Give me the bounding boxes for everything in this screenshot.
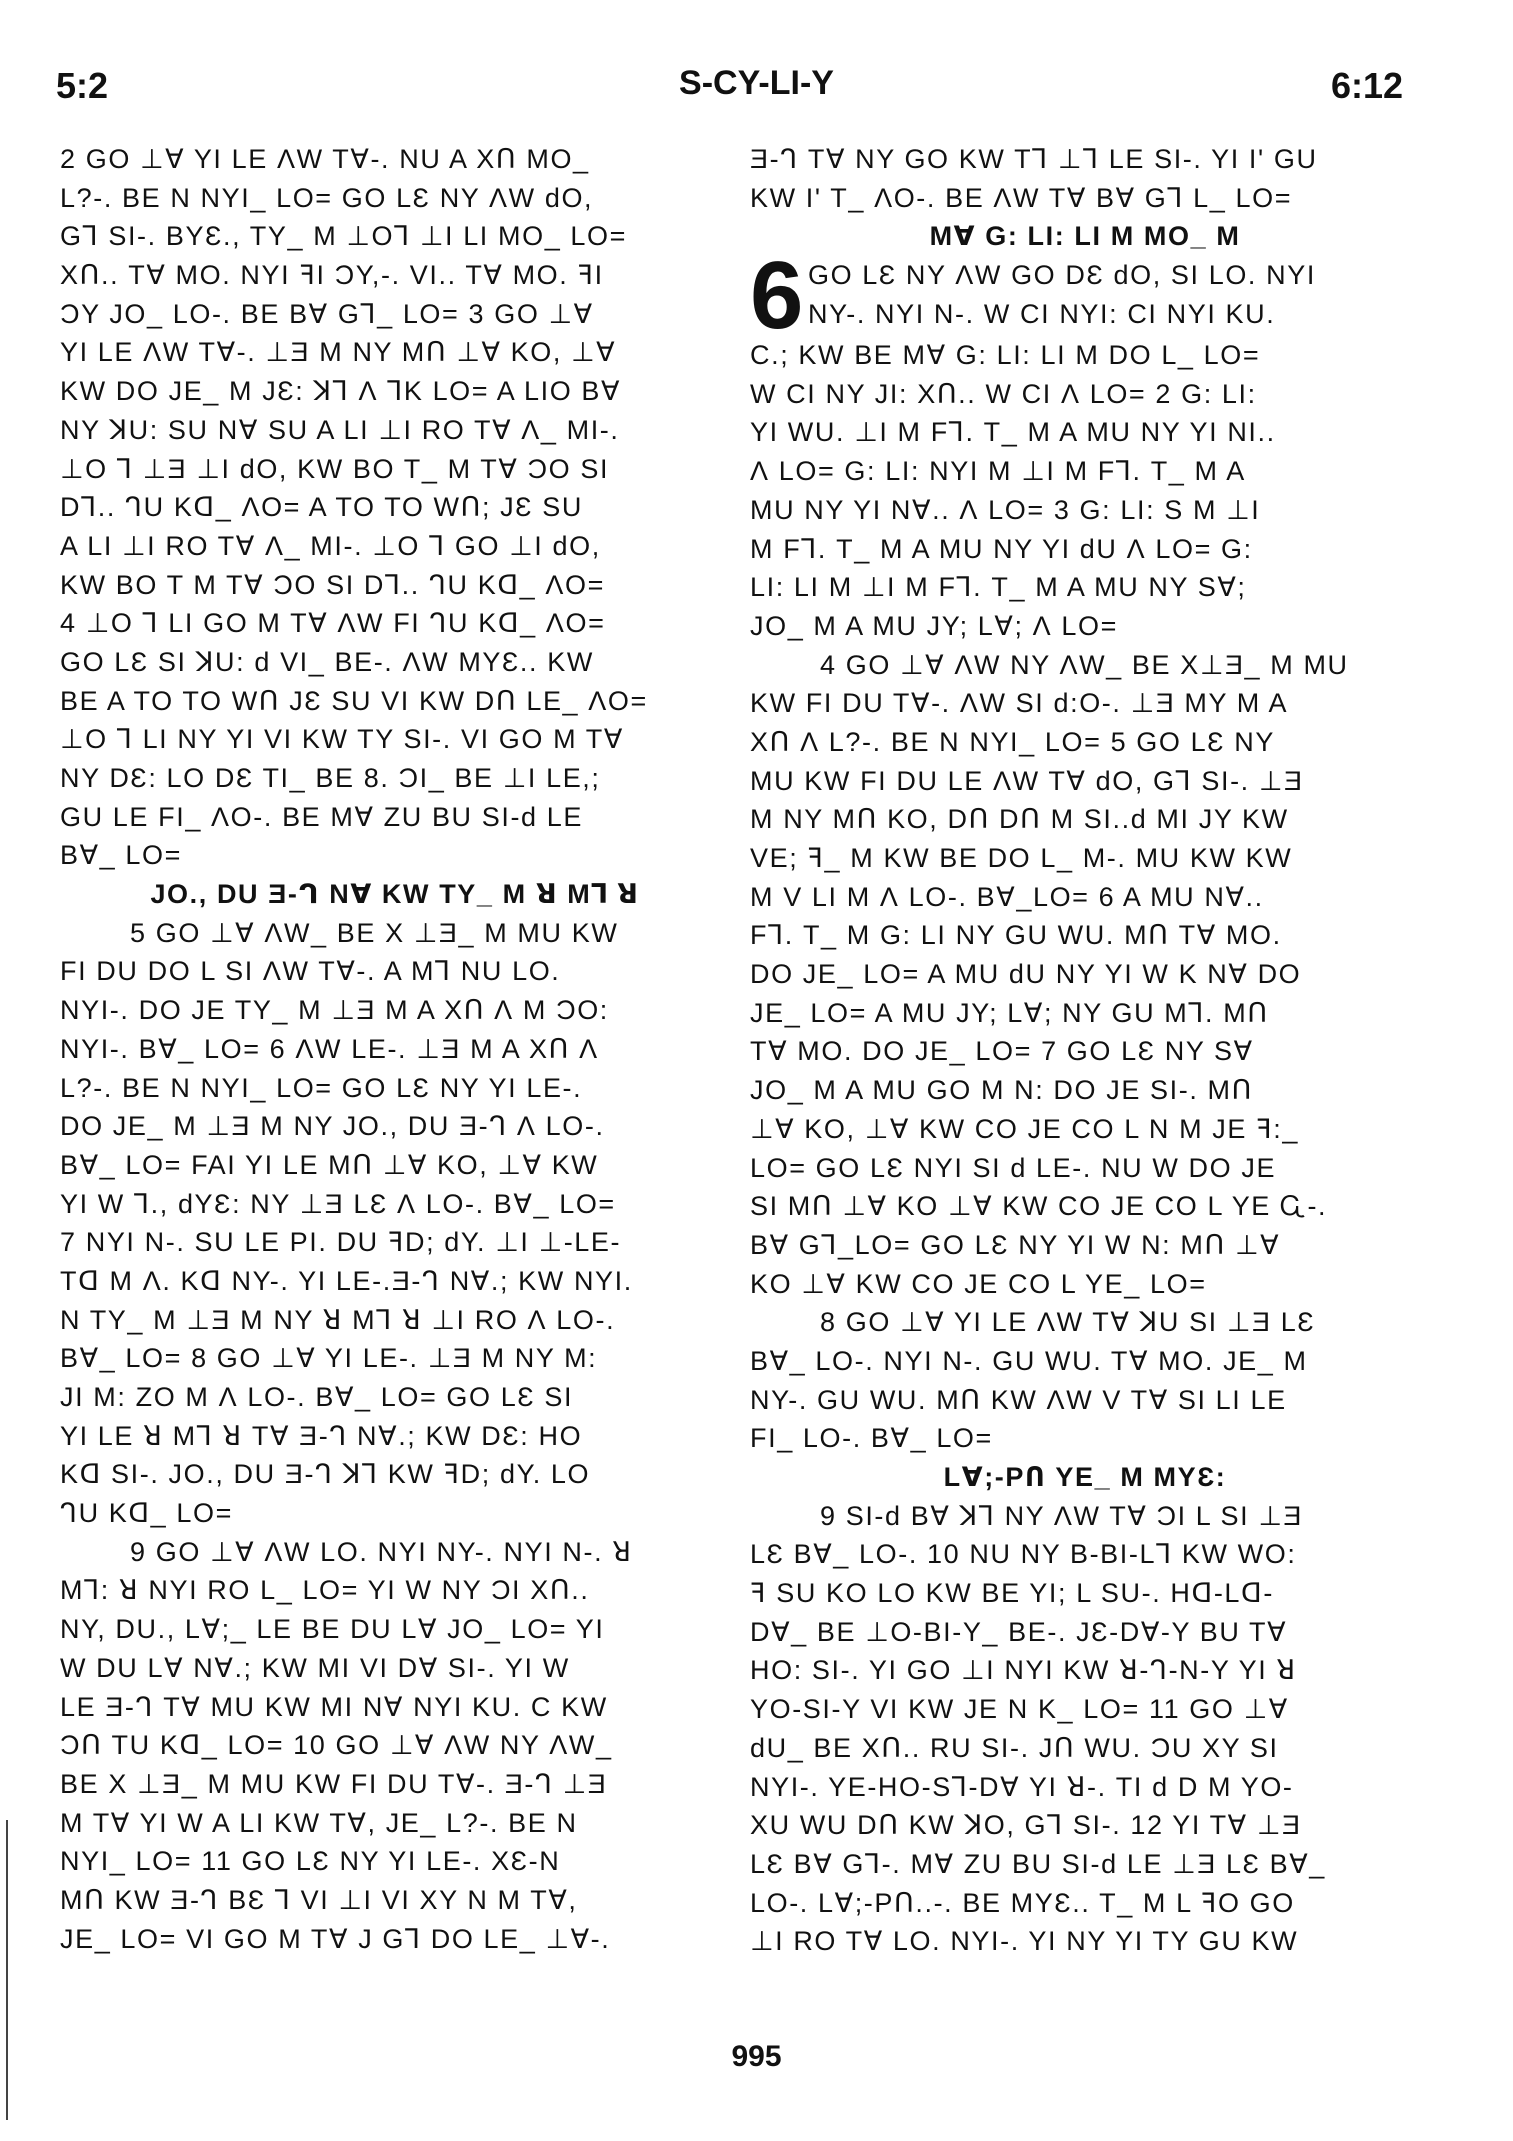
text-line: NY, DU., LⱯ;_ LE BE DU LⱯ JO_ LO= YI	[60, 1614, 605, 1645]
text-line: MU NY YI NⱯ.. Ʌ LO= 3 G: LI: S M ⊥I	[750, 494, 1261, 525]
text-line: YI WU. ⊥I M Fꓶ. T_ M A MU NY YI NI..	[750, 417, 1276, 448]
text-line: M NY MՈ KO, DՈ DՈ M SI..d MI JY KW	[750, 804, 1289, 835]
text-line: NYI-. YE-HO-Sꓶ-DⱯ YI ꓤ-. TI d D M YO-	[750, 1771, 1294, 1802]
text-line: FI_ LO-. BⱯ_ LO=	[750, 1423, 993, 1454]
right-column	[750, 140, 1420, 1961]
text-line: GO LƐ SI ꓘU: d VI_ BE-. ɅW MYƐ.. KW	[60, 646, 594, 677]
text-line: C.; KW BE MⱯ G: LI: LI M DO L_ LO=	[750, 340, 1261, 371]
text-line: NYI-. BⱯ_ LO= 6 ɅW LE-. ⊥Ǝ M A XՈ Ʌ	[60, 1033, 599, 1064]
text-line: 4 GO ⊥Ɐ ɅW NY ɅW_ BE X⊥Ǝ_ M MU	[820, 649, 1349, 680]
text-line: ƆY JO_ LO-. BE BⱯ Gꓶ_ LO= 3 GO ⊥Ɐ	[60, 298, 594, 329]
text-line: M V LI M Ʌ LO-. BⱯ_LO= 6 A MU NⱯ..	[750, 881, 1264, 912]
text-line: BⱯ_ LO=	[60, 840, 182, 871]
text-line: YI LE ɅW TⱯ-. ⊥Ǝ M NY MՈ ⊥Ɐ KO, ⊥Ɐ	[60, 337, 617, 368]
text-line: A LI ⊥I RO TⱯ Ʌ_ MI-. ⊥O ꓶ GO ⊥I dO,	[60, 530, 601, 561]
text-line: NYI_ LO= 11 GO LƐ NY YI LE-. XƐ-N	[60, 1846, 561, 1877]
chapter-first-lines	[808, 256, 1420, 336]
text-line: L?-. BE N NYI_ LO= GO LƐ NY YI LE-.	[60, 1072, 583, 1103]
text-line: HO: SI-. YI GO ⊥I NYI KW ꓤ-ᒉ-N-Y YI ꓤ	[750, 1655, 1297, 1686]
text-line: TⱯ MO. DO JE_ LO= 7 GO LƐ NY SⱯ	[750, 1036, 1254, 1067]
text-line: JI M: ZO M Ʌ LO-. BⱯ_ LO= GO LƐ SI	[60, 1382, 574, 1412]
text-line: DO JE_ LO= A MU dU NY YI W K NⱯ DO	[750, 959, 1302, 990]
text-line: M Fꓶ. T_ M A MU NY YI dU Ʌ LO= G:	[750, 533, 1253, 564]
text-line: NY-. NYI N-. W CI NYI: CI NYI KU.	[808, 298, 1276, 329]
text-line: KW BO T M TⱯ ƆO SI Dꓶ.. ᒉU Kꓷ_ ɅO=	[60, 569, 605, 600]
text-line: ꟻ SU KO LO KW BE YI; L SU-. Hꓷ-Lꓷ-	[750, 1578, 1274, 1609]
text-line: ⊥O ꓶ LI NY YI VI KW TY SI-. VI GO M TⱯ	[60, 724, 624, 755]
text-line: 9 SI-d BⱯ ꓘꓶ NY ɅW TⱯ ƆI L SI ⊥Ǝ	[820, 1500, 1304, 1531]
text-line: JO_ M A MU GO M N: DO JE SI-. MՈ	[750, 1075, 1254, 1106]
chapter-start	[750, 242, 1420, 350]
text-line: XU WU DՈ KW ꓘO, Gꓶ SI-. 12 YI TⱯ ⊥Ǝ	[750, 1810, 1302, 1841]
text-line: W CI NY JI: XՈ.. W CI Ʌ LO= 2 G: LI:	[750, 378, 1257, 409]
text-line: LI: LI M ⊥I M Fꓶ. T_ M A MU NY SⱯ;	[750, 572, 1247, 603]
text-line: ƆՈ TU Kꓷ_ LO= 10 GO ⊥Ɐ ɅW NY ɅW_	[60, 1730, 613, 1761]
text-line: JE_ LO= VI GO M TⱯ J Gꓶ DO LE_ ⊥Ɐ-.	[60, 1923, 611, 1954]
text-line: LƐ BⱯ_ LO-. 10 NU NY B-BI-Lꓶ KW WO:	[750, 1539, 1297, 1570]
text-line: KW FI DU TⱯ-. ɅW SI d:O-. ⊥Ǝ MY M A	[750, 688, 1289, 719]
text-line: MU KW FI DU LE ɅW TⱯ dO, Gꓶ SI-. ⊥Ǝ	[750, 765, 1304, 796]
text-line: YI W ꓶ., dYƐ: NY ⊥Ǝ LƐ Ʌ LO-. BⱯ_ LO=	[60, 1188, 616, 1219]
text-line: KW I' T_ ɅO-. BE ɅW TⱯ BⱯ Gꓶ L_ LO=	[750, 182, 1293, 213]
section-heading: JO., DU Ǝ-ᒉ NⱯ KW TY_ M ꓤ Mꓶ ꓤ	[150, 879, 640, 910]
text-line: JE_ LO= A MU JY; LⱯ; NY GU Mꓶ. MՈ	[750, 997, 1269, 1028]
text-line: Ǝ-ᒉ TⱯ NY GO KW Tꓶ ⊥ꓶ LE SI-. YI I' GU	[750, 144, 1318, 174]
text-line: DO JE_ M ⊥Ǝ M NY JO., DU Ǝ-ᒉ Ʌ LO-.	[60, 1111, 605, 1142]
text-line: BE A TO TO WՈ JƐ SU VI KW DՈ LE_ ɅO=	[60, 685, 648, 716]
text-line: NY-. GU WU. MՈ KW ɅW V TⱯ SI LI LE	[750, 1384, 1287, 1415]
text-line: M TⱯ YI W A LI KW TⱯ, JE_ L?-. BE N	[60, 1807, 578, 1838]
text-line: 5 GO ⊥Ɐ ɅW_ BE X ⊥Ǝ_ M MU KW	[130, 917, 619, 948]
text-line: 9 GO ⊥Ɐ ɅW LO. NYI NY-. NYI N-. ꓤ	[130, 1536, 633, 1567]
text-line: ⊥O ꓶ ⊥Ǝ ⊥I dO, KW BO T_ M TⱯ ƆO SI	[60, 453, 610, 484]
text-line: Ʌ LO= G: LI: NYI M ⊥I M Fꓶ. T_ M A	[750, 456, 1246, 487]
section-heading: MⱯ G: LI: LI M MO_ M	[929, 221, 1241, 252]
chapter-number: 6	[750, 242, 805, 350]
text-line: XՈ Ʌ L?-. BE N NYI_ LO= 5 GO LƐ NY	[750, 726, 1275, 757]
text-line: SI MՈ ⊥Ɐ KO ⊥Ɐ KW CO JE CO L YE Ꮹ-.	[750, 1191, 1328, 1222]
text-line: N TY_ M ⊥Ǝ M NY ꓤ Mꓶ ꓤ ⊥I RO Ʌ LO-.	[60, 1304, 616, 1335]
text-line: 2 GO ⊥Ɐ YI LE ɅW TⱯ-. NU A XՈ MO_	[60, 144, 590, 174]
header-chapter-verse-right: 6:12	[1330, 65, 1403, 106]
text-line: KO ⊥Ɐ KW CO JE CO L YE_ LO=	[750, 1268, 1207, 1299]
text-line: BⱯ_ LO= FAI YI LE MՈ ⊥Ɐ KO, ⊥Ɐ KW	[60, 1149, 599, 1180]
text-line: BⱯ Gꓶ_LO= GO LƐ NY YI W N: MՈ ⊥Ɐ	[750, 1229, 1281, 1260]
text-line: VE; ꟻ_ M KW BE DO L_ M-. MU KW KW	[750, 843, 1293, 873]
page-number: 995	[731, 2040, 782, 2073]
text-line: ᒉU Kꓷ_ LO=	[60, 1498, 233, 1529]
text-line: ⊥Ɐ KO, ⊥Ɐ KW CO JE CO L N M JE ꟻ:_	[750, 1113, 1299, 1144]
section-heading: LⱯ;-PՈ YE_ M MYƐ:	[943, 1462, 1227, 1492]
text-line: L?-. BE N NYI_ LO= GO LƐ NY ɅW dO,	[60, 182, 594, 213]
text-line: 4 ⊥O ꓶ LI GO M TⱯ ɅW FI ᒉU Kꓷ_ ɅO=	[60, 608, 606, 639]
text-line: NY ꓘU: SU NⱯ SU A LI ⊥I RO TⱯ Ʌ_ MI-.	[60, 414, 620, 445]
text-line: YI LE ꓤ Mꓶ ꓤ TⱯ Ǝ-ᒉ NⱯ.; KW DƐ: HO	[60, 1420, 583, 1451]
text-line: DⱯ_ BE ⊥O-BI-Y_ BE-. JƐ-DⱯ-Y BU TⱯ	[750, 1616, 1288, 1647]
text-line: LO= GO LƐ NYI SI d LE-. NU W DO JE	[750, 1152, 1277, 1183]
text-line: BⱯ_ LO= 8 GO ⊥Ɐ YI LE-. ⊥Ǝ M NY M:	[60, 1343, 598, 1374]
text-line: Fꓶ. T_ M G: LI NY GU WU. MՈ TⱯ MO.	[750, 920, 1282, 951]
text-line: GU LE FI_ ɅO-. BE MⱯ ZU BU SI-d LE	[60, 801, 583, 832]
text-line: KW DO JE_ M JƐ: ꓘꓶ Ʌ ꓶK LO= A LIO BⱯ	[60, 376, 622, 407]
text-line: Kꓷ SI-. JO., DU Ǝ-ᒉ ꓘꓶ KW ꟻD; dY. LO	[60, 1459, 591, 1490]
text-line: XՈ.. TⱯ MO. NYI ꟻI ƆY,-. VI.. TⱯ MO. ꟻI	[60, 260, 604, 291]
text-line: Tꓷ M Ʌ. Kꓷ NY-. YI LE-.Ǝ-ᒉ NⱯ.; KW NYI.	[60, 1265, 633, 1296]
text-line: NYI-. DO JE TY_ M ⊥Ǝ M A XՈ Ʌ M ƆO:	[60, 995, 609, 1026]
text-line: Gꓶ SI-. BYƐ., TY_ M ⊥Oꓶ ⊥I LI MO_ LO=	[60, 221, 628, 252]
text-line: GO LƐ NY ɅW GO DƐ dO, SI LO. NYI	[808, 260, 1316, 291]
text-line: BE X ⊥Ǝ_ M MU KW FI DU TⱯ-. Ǝ-ᒉ ⊥Ǝ	[60, 1768, 608, 1799]
text-line: dU_ BE XՈ.. RU SI-. JՈ WU. ƆU XY SI	[750, 1732, 1279, 1763]
text-line: FI DU DO L SI ɅW TⱯ-. A Mꓶ NU LO.	[60, 956, 561, 987]
text-line: NY DƐ: LO DƐ TI_ BE 8. ƆI_ BE ⊥I LE,;	[60, 763, 601, 793]
left-column	[60, 140, 730, 1958]
text-line: LO-. LⱯ;-PՈ..-. BE MYƐ.. T_ M L ꟻO GO	[750, 1887, 1295, 1918]
text-line: BⱯ_ LO-. NYI N-. GU WU. TⱯ MO. JE_ M	[750, 1345, 1308, 1376]
text-line: ⊥I RO TⱯ LO. NYI-. YI NY YI TY GU KW	[750, 1926, 1299, 1957]
text-line: MՈ KW Ǝ-ᒉ BƐ ꓶ VI ⊥I VI XY N M TⱯ,	[60, 1884, 578, 1915]
text-line: JO_ M A MU JY; LⱯ; Ʌ LO=	[750, 610, 1119, 641]
margin-rule	[6, 1820, 8, 2120]
text-line: Dꓶ.. ᒉU Kꓷ_ ɅO= A TO TO WՈ; JƐ SU	[60, 492, 583, 523]
text-line: Mꓶ: ꓤ NYI RO L_ LO= YI W NY ƆI XՈ..	[60, 1575, 590, 1606]
text-line: W DU LⱯ NⱯ.; KW MI VI DⱯ SI-. YI W	[60, 1652, 570, 1683]
text-line: YO-SI-Y VI KW JE N K_ LO= 11 GO ⊥Ɐ	[750, 1694, 1289, 1725]
text-line: LE Ǝ-ᒉ TⱯ MU KW MI NⱯ NYI KU. C KW	[60, 1691, 608, 1722]
text-line: LƐ BⱯ Gꓶ-. MⱯ ZU BU SI-d LE ⊥Ǝ LƐ BⱯ_	[750, 1848, 1326, 1879]
text-line: 7 NYI N-. SU LE PI. DU ꟻD; dY. ⊥I ⊥-LE-	[60, 1227, 622, 1258]
text-line: 8 GO ⊥Ɐ YI LE ɅW TⱯ ꓘU SI ⊥Ǝ LƐ	[820, 1307, 1316, 1338]
header-chapter-verse-left: 5:2	[56, 65, 109, 106]
header-book-title: S-CY-LI-Y	[679, 64, 834, 102]
